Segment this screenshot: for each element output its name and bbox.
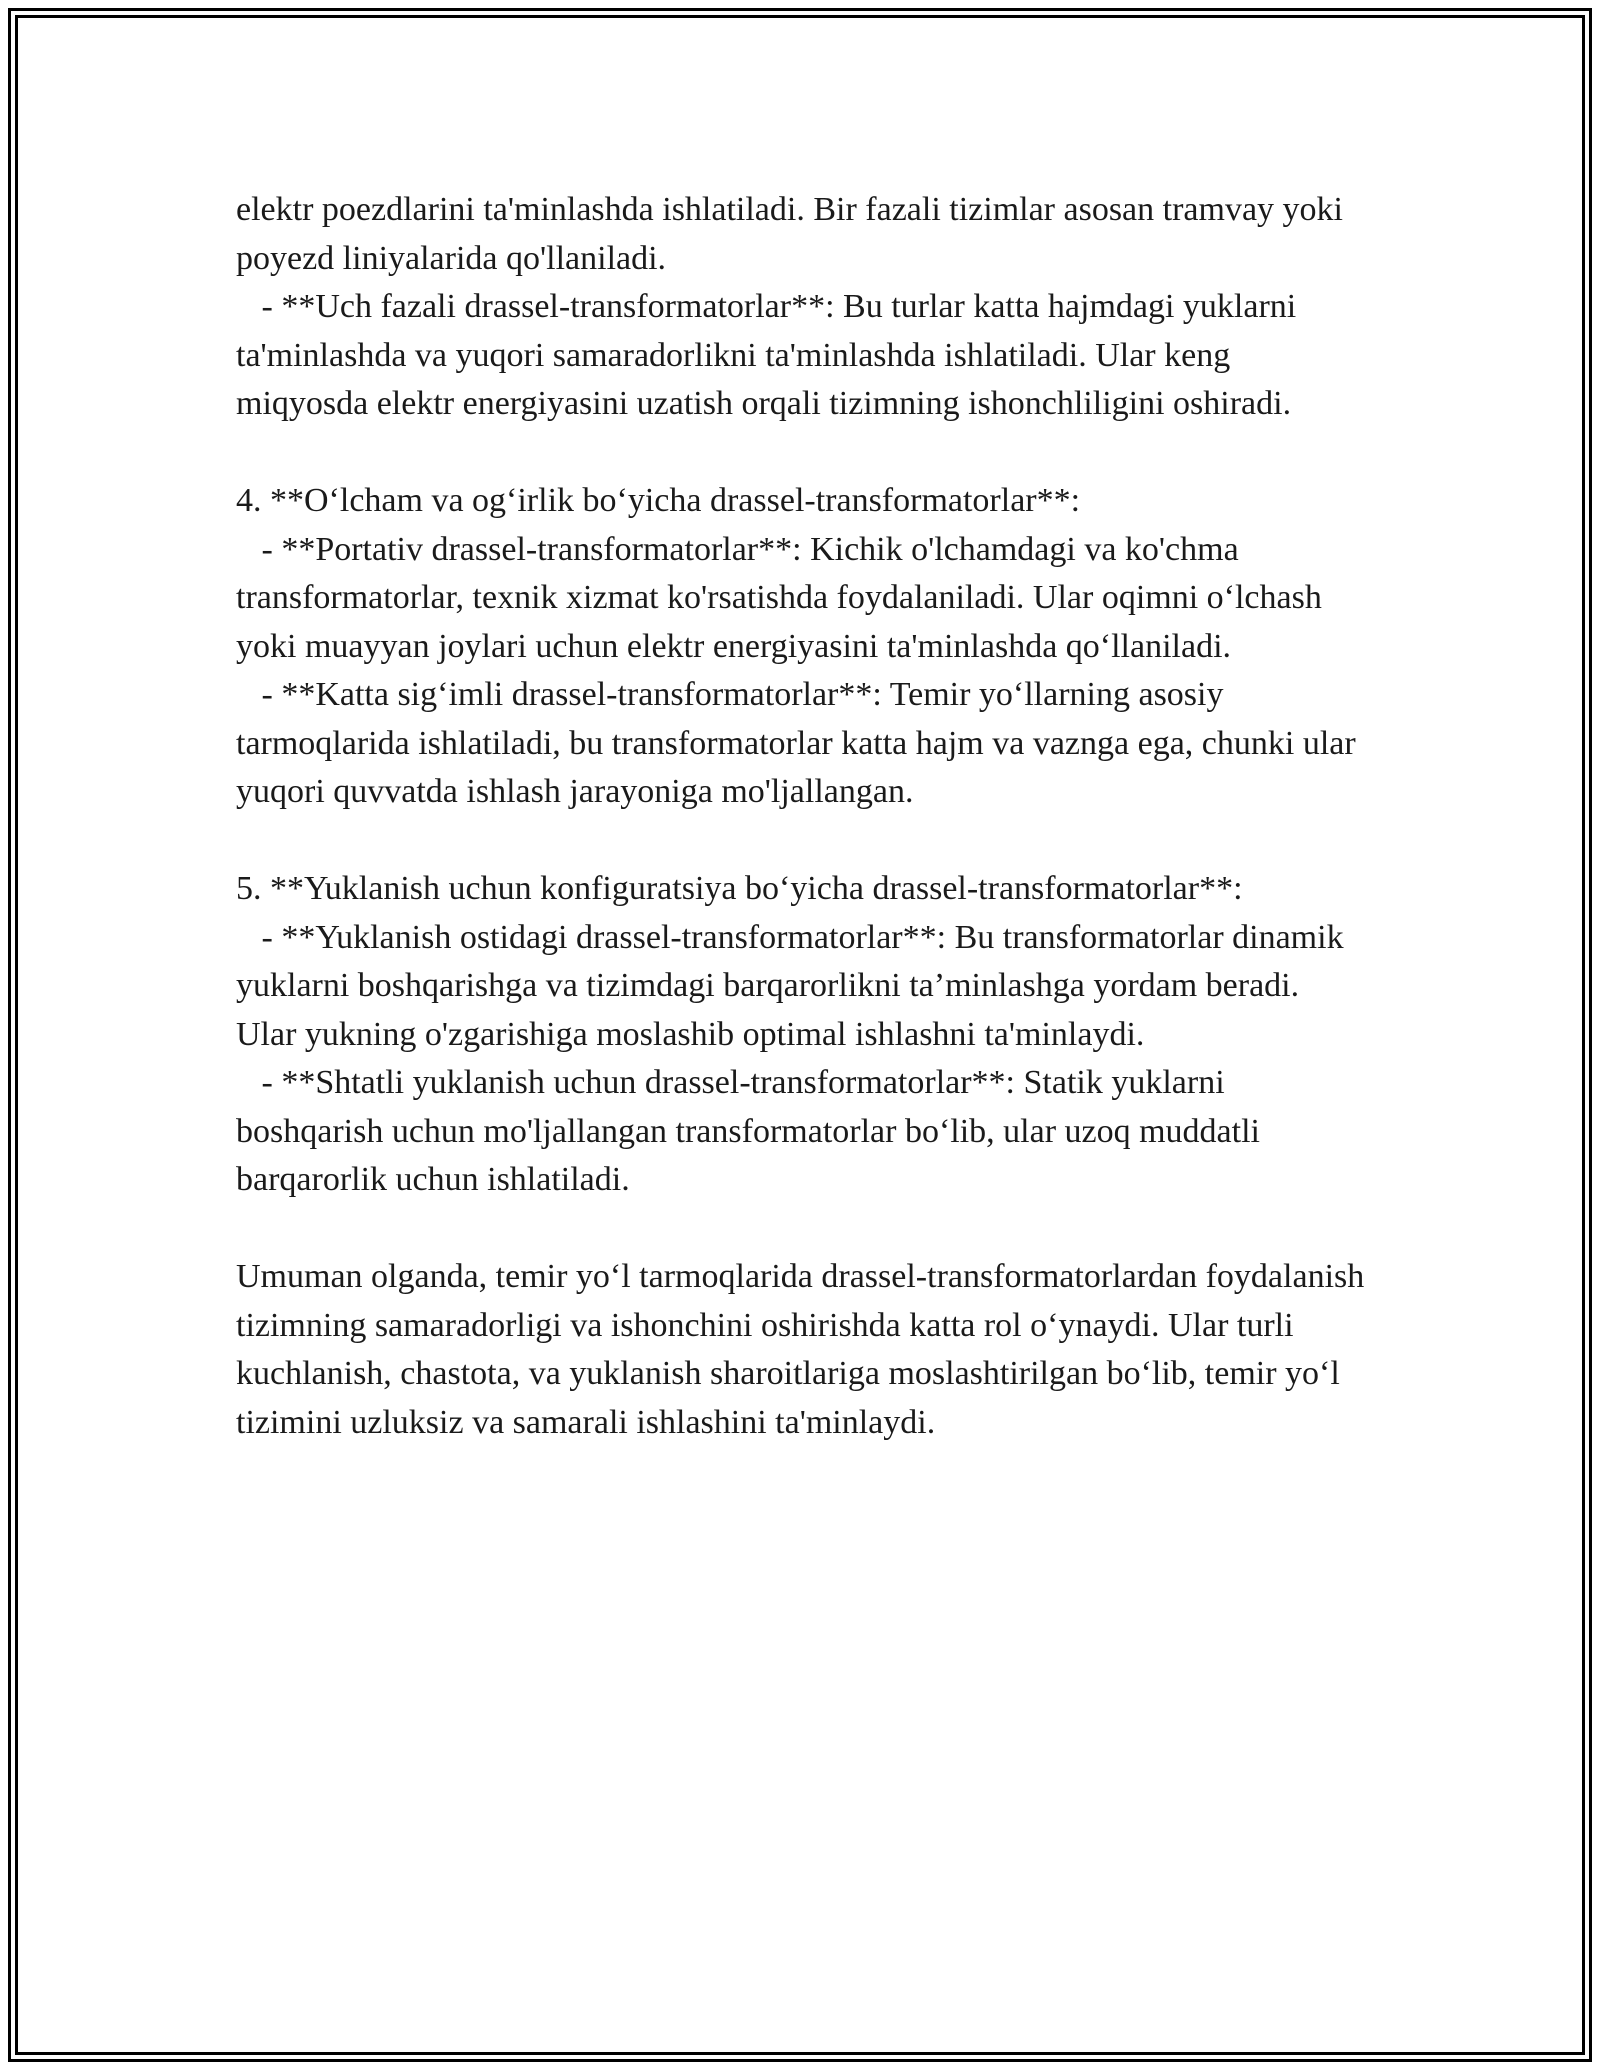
section-heading-load-configuration: 5. **Yuklanish uchun konfiguratsiya bo‘yicha drassel-transformatorlar**: [236, 870, 1243, 907]
section-heading-size-weight: 4. **O‘lcham va og‘irlik bo‘yicha drassel-transformatorlar**: [236, 482, 1081, 519]
list-item-under-load: - **Yuklanish ostidagi drassel-transformatorlar**: Bu transformatorlar dinamik yuklarni boshqarishga va tizimdagi barqarorlikni ta’minlashga yordam beradi. Ular yukning o'zgarishiga moslashib optimal ishlashni ta'minlaydi. [236, 918, 1353, 1053]
list-item-high-capacity: - **Katta sig‘imli drassel-transformatorlar**: Temir yo‘llarning asosiy tarmoqlarida ishlatiladi, bu transformatorlar katta hajm va vaznga ega, chunki ular yuqori quvvatda ishlash jarayoniga mo'ljallangan. [236, 676, 1365, 810]
document-body [236, 186, 1373, 1447]
list-item-static-load: - **Shtatli yuklanish uchun drassel-transformatorlar**: Statik yuklarni boshqarish uchun mo'ljallangan transformatorlar bo‘lib, ular uzoq muddatli barqarorlik uchun ishlatiladi. [236, 1064, 1269, 1198]
paragraph-gap [236, 1205, 1366, 1254]
list-item-three-phase: - **Uch fazali drassel-transformatorlar**: Bu turlar katta hajmdagi yuklarni ta'minlashda va yuqori samaradorlikni ta'minlashda ishlatiladi. Ular keng miqyosda elektr energiyasini uzatish orqali tizimning ishonchliligini oshiradi. [236, 288, 1305, 422]
paragraph-gap [236, 817, 1366, 866]
paragraph-single-phase-continuation: elektr poezdlarini ta'minlashda ishlatiladi. Bir fazali tizimlar asosan tramvay yoki poyezd liniyalarida qo'llaniladi. [236, 191, 1352, 277]
paragraph-conclusion: Umuman olganda, temir yo‘l tarmoqlarida drassel-transformatorlardan foydalanish tizimning samaradorligi va ishonchini oshirishda katta rol o‘ynaydi. Ular turli kuchlanish, chastota, va yuklanish sharoitlariga moslashtirilgan bo‘lib, temir yo‘l tizimini uzluksiz va samarali ishlashini ta'minlaydi. [236, 1258, 1373, 1441]
paragraph-gap [236, 429, 1366, 478]
list-item-portable: - **Portativ drassel-transformatorlar**: Kichik o'lchamdagi va ko'chma transformatorlar, texnik xizmat ko'rsatishda foydalaniladi. Ular oqimni o‘lchash yoki muayyan joylari uchun elektr energiyasini ta'minlashda qo‘llaniladi. [236, 530, 1331, 665]
